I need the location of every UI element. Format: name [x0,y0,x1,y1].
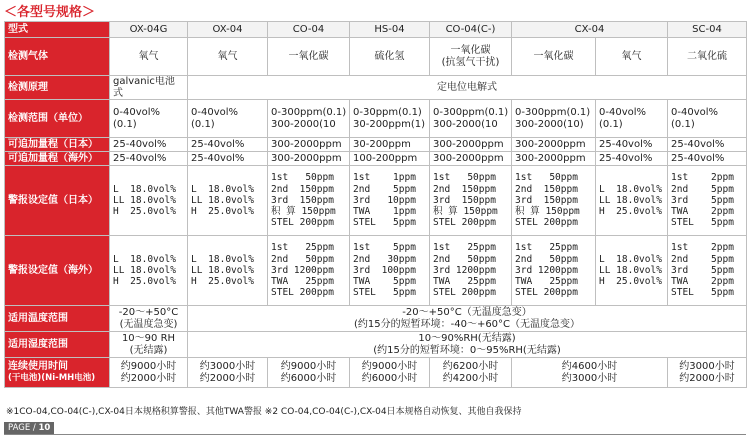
usage-line: 约9000小时 [120,361,177,372]
usage-line: 约6000小时 [361,372,418,384]
addos-row [5,152,747,166]
usage-cell [350,358,430,388]
range-line: 0-300ppm(0.1) [271,107,347,118]
row-label-gas: 检测气体 [5,38,110,76]
alarmos-cell [596,236,668,306]
alarmos-cell [110,236,188,306]
model-sc-04: SC-04 [668,22,747,38]
row-label-addjp: 可追加量程（日本） [5,138,110,152]
gas-cell: 氧气 [110,38,188,76]
usage-line: 约2000小时 [199,372,256,384]
gas-line: (抗氢气干扰) [441,56,500,68]
alarmjp-cell [268,166,350,236]
addjp-cell: 300-2000ppm [268,138,350,152]
model-hs-04: HS-04 [350,22,430,38]
alarm-values: 1st 25ppm 2nd 50ppm 3rd 1200ppm TWA 25ppm STEL 200ppm [271,242,334,299]
model-co-04c: CO-04(C-) [430,22,512,38]
bottom-divider [4,434,746,435]
addos-cell: 300-2000ppm [268,152,350,166]
alarmjp-cell [110,166,188,236]
humid-line: 10～90 RH [121,333,176,344]
range-line: 0-300ppm(0.1) [515,107,591,118]
usage-cell [512,358,668,388]
alarmjp-cell [596,166,668,236]
temp-line: -20～+50°C（无温度急变） [402,307,532,318]
usage-row [5,358,747,388]
range-cell [430,100,512,138]
usage-line: 约2000小时 [120,372,177,384]
gas-cell: 氧气 [188,38,268,76]
range-cell [268,100,350,138]
row-label-alarmjp: 警报设定值（日本） [5,166,110,236]
usage-cell [268,358,350,388]
page-number: 10 [38,423,51,433]
addos-cell: 100-200ppm [350,152,430,166]
alarm-values: 1st 25ppm 2nd 50ppm 3rd 1200ppm TWA 25ppm STEL 200ppm [515,242,578,299]
row-label-model: 型式 [5,22,110,38]
usage-label-line: (干电池)(Ni-MH电池) [8,372,96,383]
alarm-values: L 18.0vol% LL 18.0vol% H 25.0vol% [191,183,254,218]
alarm-values: L 18.0vol% LL 18.0vol% H 25.0vol% [113,183,176,218]
gas-cell: 氧气 [596,38,668,76]
page-indicator [4,422,54,434]
usage-cell [188,358,268,388]
alarm-values: L 18.0vol% LL 18.0vol% H 25.0vol% [599,253,662,288]
usage-line: 约6000小时 [280,372,337,384]
usage-cell [110,358,188,388]
alarm-values: 1st 1ppm 2nd 5ppm 3rd 10ppm TWA 1ppm STEL 5ppm [353,172,416,229]
addos-cell: 25-40vol% [596,152,668,166]
addos-cell: 25-40vol% [188,152,268,166]
humid-cell [188,332,747,358]
addjp-cell: 300-2000ppm [430,138,512,152]
alarmos-cell [350,236,430,306]
usage-line: 约9000小时 [280,361,337,372]
humid-line: (约15分的短暂环境：0～95%RH(无结露) [373,344,561,356]
addjp-cell: 25-40vol% [188,138,268,152]
range-line: 300-2000(10 [433,118,498,130]
range-line: 0-30ppm(0.1) [353,107,422,118]
row-label-principle: 检测原理 [5,76,110,100]
addjp-row [5,138,747,152]
temp-line: (约15分的短暂环境：-40～+60°C（无温度急变） [353,318,581,330]
usage-line: 约3000小时 [199,361,256,372]
range-cell: 0-40vol% (0.1) [110,100,188,138]
alarm-values: L 18.0vol% LL 18.0vol% H 25.0vol% [113,253,176,288]
usage-line: 约4200小时 [442,372,499,384]
alarm-values: 1st 5ppm 2nd 30ppm 3rd 100ppm TWA 5ppm STEL 5ppm [353,242,416,299]
addos-cell: 300-2000ppm [430,152,512,166]
footnote: ※1CO-04,CO-04(C-),CX-04日本规格积算警报、其他TWA警报 ※2 CO-04,CO-04(C-),CX-04日本规格自动恢复、其他自我保持 [6,407,522,417]
alarmos-cell [188,236,268,306]
gas-cell: 一氧化碳 [512,38,596,76]
addjp-cell: 25-40vol% [668,138,747,152]
alarmjp-cell [350,166,430,236]
spec-table [4,21,747,388]
usage-line: 约9000小时 [361,361,418,372]
temp-row [5,306,747,332]
model-ox-04g: OX-04G [110,22,188,38]
alarmjp-cell [668,166,747,236]
row-label-usage [5,358,110,388]
temp-cell [110,306,188,332]
alarmjp-row [5,166,747,236]
usage-line: 约2000小时 [679,372,735,384]
usage-cell [430,358,512,388]
page-label: PAGE / [8,423,36,433]
usage-label-line: 连续使用时间 [8,361,68,372]
range-line: 300-2000(10) [515,118,584,130]
gas-cell [430,38,512,76]
usage-line: 约6200小时 [442,361,499,372]
principle-cell: 定电位电解式 [188,76,747,100]
temp-cell [188,306,747,332]
addos-cell: 25-40vol% [110,152,188,166]
gas-cell: 二氧化硫 [668,38,747,76]
usage-line: 约3000小时 [561,372,618,384]
model-cx-04: CX-04 [512,22,668,38]
alarm-values: 1st 50ppm 2nd 150ppm 3rd 150ppm 积 算 150ppm STEL 200ppm [271,172,336,229]
range-line: 0-300ppm(0.1) [433,107,509,118]
alarm-values: 1st 50ppm 2nd 150ppm 3rd 150ppm 积 算 150ppm STEL 200ppm [433,172,498,229]
alarmos-cell [512,236,596,306]
range-line: 30-200ppm(1) [353,118,426,130]
principle-row [5,76,747,100]
alarmos-cell [668,236,747,306]
gas-line: 一氧化碳 [450,45,491,56]
range-line: 300-2000(10 [271,118,336,130]
usage-cell [668,358,747,388]
gas-row [5,38,747,76]
addjp-cell: 25-40vol% [596,138,668,152]
row-label-range: 检测范围（单位） [5,100,110,138]
temp-line: (无温度急变) [119,318,178,330]
range-cell [350,100,430,138]
alarmos-cell [268,236,350,306]
addjp-cell: 25-40vol% [110,138,188,152]
row-label-humid: 适用湿度范围 [5,332,110,358]
principle-cell: galvanic电池式 [110,76,188,100]
humid-cell [110,332,188,358]
alarmos-cell [430,236,512,306]
section-title: ＜各型号规格＞ [4,5,96,20]
gas-cell: 一氧化碳 [268,38,350,76]
humid-line: 10～90%RH(无结露) [418,333,516,344]
range-cell [512,100,596,138]
gas-cell: 硫化氢 [350,38,430,76]
addos-cell: 300-2000ppm [512,152,596,166]
alarmos-row [5,236,747,306]
humid-line: (无结露) [129,344,168,356]
usage-line: 约3000小时 [679,361,735,372]
range-cell: 0-40vol% (0.1) [596,100,668,138]
model-ox-04: OX-04 [188,22,268,38]
range-cell: 0-40vol% (0.1) [668,100,747,138]
alarm-values: L 18.0vol% LL 18.0vol% H 25.0vol% [599,183,662,218]
row-label-alarmos: 警报设定值（海外） [5,236,110,306]
addjp-cell: 300-2000ppm [512,138,596,152]
range-cell: 0-40vol% (0.1) [188,100,268,138]
range-row [5,100,747,138]
addos-cell: 25-40vol% [668,152,747,166]
temp-line: -20～+50°C [118,307,179,318]
header-row [5,22,747,38]
alarm-values: 1st 50ppm 2nd 150ppm 3rd 150ppm 积 算 150ppm STEL 200ppm [515,172,580,229]
alarmjp-cell [188,166,268,236]
row-label-temp: 适用温度范围 [5,306,110,332]
alarm-values: 1st 2ppm 2nd 5ppm 3rd 5ppm TWA 2ppm STEL 5ppm [671,242,734,299]
row-label-addos: 可追加量程（海外） [5,152,110,166]
addjp-cell: 30-200ppm [350,138,430,152]
usage-line: 约4600小时 [561,361,618,372]
alarmjp-cell [430,166,512,236]
alarm-values: L 18.0vol% LL 18.0vol% H 25.0vol% [191,253,254,288]
alarmjp-cell [512,166,596,236]
alarm-values: 1st 25ppm 2nd 50ppm 3rd 1200ppm TWA 25ppm STEL 200ppm [433,242,496,299]
humid-row [5,332,747,358]
alarm-values: 1st 2ppm 2nd 5ppm 3rd 5ppm TWA 2ppm STEL 5ppm [671,172,734,229]
model-co-04: CO-04 [268,22,350,38]
